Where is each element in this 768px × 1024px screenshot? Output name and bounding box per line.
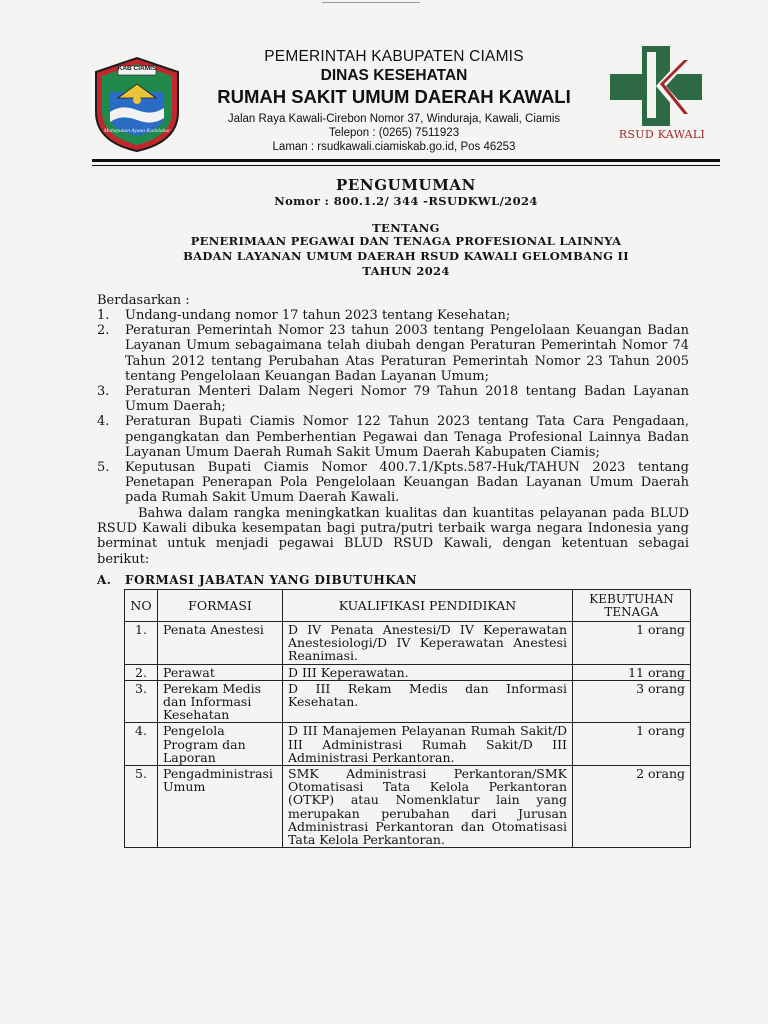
scan-artifact: [322, 2, 420, 3]
cell-kebutuhan: 1 orang: [573, 723, 691, 766]
cell-kualifikasi: D III Manajemen Pelayanan Rumah Sakit/D III Administrasi Rumah Sakit/D III Administrasi Perkantoran.: [283, 723, 573, 766]
letterhead-rule-thick: [92, 159, 720, 162]
cell-kualifikasi: SMK Administrasi Perkantoran/SMK Otomatisasi Tata Kelola Perkantoran (OTKP) atau Nomenklatur lain yang merupakan perubahan dari Jurusan Administrasi Perkantoran dan Otomatisasi Tata Kelola Perkantoran.: [283, 766, 573, 848]
cell-no: 2.: [125, 664, 158, 680]
announcement-title: PENGUMUMAN: [336, 176, 476, 194]
government-name: PEMERINTAH KABUPATEN CIAMIS: [264, 48, 524, 65]
announcement-about: TENTANG: [372, 221, 440, 235]
announcement-subject: [92, 234, 720, 279]
table-header-row: [125, 590, 691, 622]
hospital-name: RUMAH SAKIT UMUM DAERAH KAWALI: [217, 86, 571, 107]
rsud-logo-label: RSUD KAWALI: [618, 128, 706, 141]
cell-kualifikasi: D III Keperawatan.: [283, 664, 573, 680]
cell-kebutuhan: 11 orang: [573, 664, 691, 680]
header-formasi: FORMASI: [158, 590, 283, 622]
letterhead-rule-thin: [92, 165, 720, 166]
department-name: DINAS KESEHATAN: [320, 67, 468, 84]
cell-kebutuhan: 2 orang: [573, 766, 691, 848]
list-item: 1. Undang-undang nomor 17 tahun 2023 tentang Kesehatan;: [97, 308, 511, 323]
cell-formasi: Penata Anestesi: [158, 622, 283, 665]
announcement-number: Nomor : 800.1.2/ 344 -RSUDKWL/2024: [274, 194, 538, 208]
section-a-title: FORMASI JABATAN YANG DIBUTUHKAN: [125, 573, 418, 587]
hospital-phone: Telepon : (0265) 7511923: [328, 127, 460, 139]
cell-kualifikasi: D III Rekam Medis dan Informasi Kesehatan.: [283, 680, 573, 723]
announcement-paragraph: Bahwa dalam rangka meningkatkan kualitas dan kuantitas pelayanan pada BLUD RSUD Kawali dibuka kesempatan bagi putra/putri terbaik warga negara Indonesia yang berminat untuk menjadi pegawai BLUD RSUD Kawali, dengan ketentuan sebagai berikut:: [97, 506, 689, 567]
subject-line-2: BADAN LAYANAN UMUM DAERAH RSUD KAWALI GELOMBANG II: [183, 249, 629, 263]
list-item: 2. Peraturan Pemerintah Nomor 23 tahun 2003 tentang Pengelolaan Keuangan Badan Layanan Umum sebagaimana telah diubah dengan Peraturan Pemerintah Nomor 74 Tahun 2012 tentang Perubahan Atas Peraturan Pemerintah Nomor 23 Tahun 2005 tentang Pengelolaan Keuangan Badan Layanan Umum;: [97, 323, 689, 384]
cell-no: 3.: [125, 680, 158, 723]
cell-formasi: Perawat: [158, 664, 283, 680]
section-a-letter: A.: [97, 573, 112, 587]
list-item: 5. Keputusan Bupati Ciamis Nomor 400.7.1/Kpts.587-Huk/TAHUN 2023 tentang Penetapan Penerapan Pola Pengelolaan Keuangan Badan Layanan Umum Daerah pada Rumah Sakit Umum Daerah Kawali.: [97, 460, 689, 506]
cell-formasi: Perekam Medis dan Informasi Kesehatan: [158, 680, 283, 723]
cell-formasi: Pengelola Program dan Laporan: [158, 723, 283, 766]
table-row: [125, 622, 691, 665]
header-no: NO: [125, 590, 158, 622]
header-kebutuhan: KEBUTUHAN TENAGA: [573, 590, 691, 622]
list-item: 3. Peraturan Menteri Dalam Negeri Nomor 79 Tahun 2018 tentang Badan Layanan Umum Daerah;: [97, 384, 689, 415]
emblem-label: KAB CIAMIS: [117, 65, 157, 72]
rsud-kawali-logo: [604, 44, 728, 144]
subject-line-1: PENERIMAAN PEGAWAI DAN TENAGA PROFESIONAL LAINNYA: [190, 234, 622, 248]
table-row: [125, 766, 691, 848]
cell-no: 1.: [125, 622, 158, 665]
header-kualifikasi: KUALIFIKASI PENDIDIKAN: [283, 590, 573, 622]
cell-kebutuhan: 1 orang: [573, 622, 691, 665]
cell-kualifikasi: D IV Penata Anestesi/D IV Keperawatan Anestesiologi/D IV Keperawatan Anestesi Reanimasi.: [283, 622, 573, 665]
section-a-heading: [97, 573, 417, 587]
table-row: [125, 723, 691, 766]
rsud-cross-logo-icon: [604, 44, 728, 130]
cell-kebutuhan: 3 orang: [573, 680, 691, 723]
ciamis-regency-emblem: [92, 50, 182, 154]
subject-line-3: TAHUN 2024: [362, 264, 450, 278]
list-item: 4. Peraturan Bupati Ciamis Nomor 122 Tahun 2023 tentang Tata Cara Pengadaan, pengangkatan dan Pemberhentian Pegawai dan Tenaga Profesional Lainnya Badan Layanan Umum Daerah Rumah Sakit Umum Daerah Kabupaten Ciamis;: [97, 414, 689, 460]
legal-basis-list: [97, 308, 689, 506]
emblem-motto: Mahayunan Ayuna Kadaluhur: [103, 128, 171, 134]
cell-no: 5.: [125, 766, 158, 848]
table-row: [125, 664, 691, 680]
hospital-address: Jalan Raya Kawali-Cirebon Nomor 37, Winduraja, Kawali, Ciamis: [227, 113, 561, 125]
cell-formasi: Pengadministrasi Umum: [158, 766, 283, 848]
hospital-website: Laman : rsudkawali.ciamiskab.go.id, Pos 46253: [272, 141, 516, 153]
formasi-table: [124, 589, 691, 848]
legal-basis-intro: Berdasarkan :: [97, 293, 190, 308]
cell-no: 4.: [125, 723, 158, 766]
table-row: [125, 680, 691, 723]
letterhead-text: [192, 47, 596, 154]
